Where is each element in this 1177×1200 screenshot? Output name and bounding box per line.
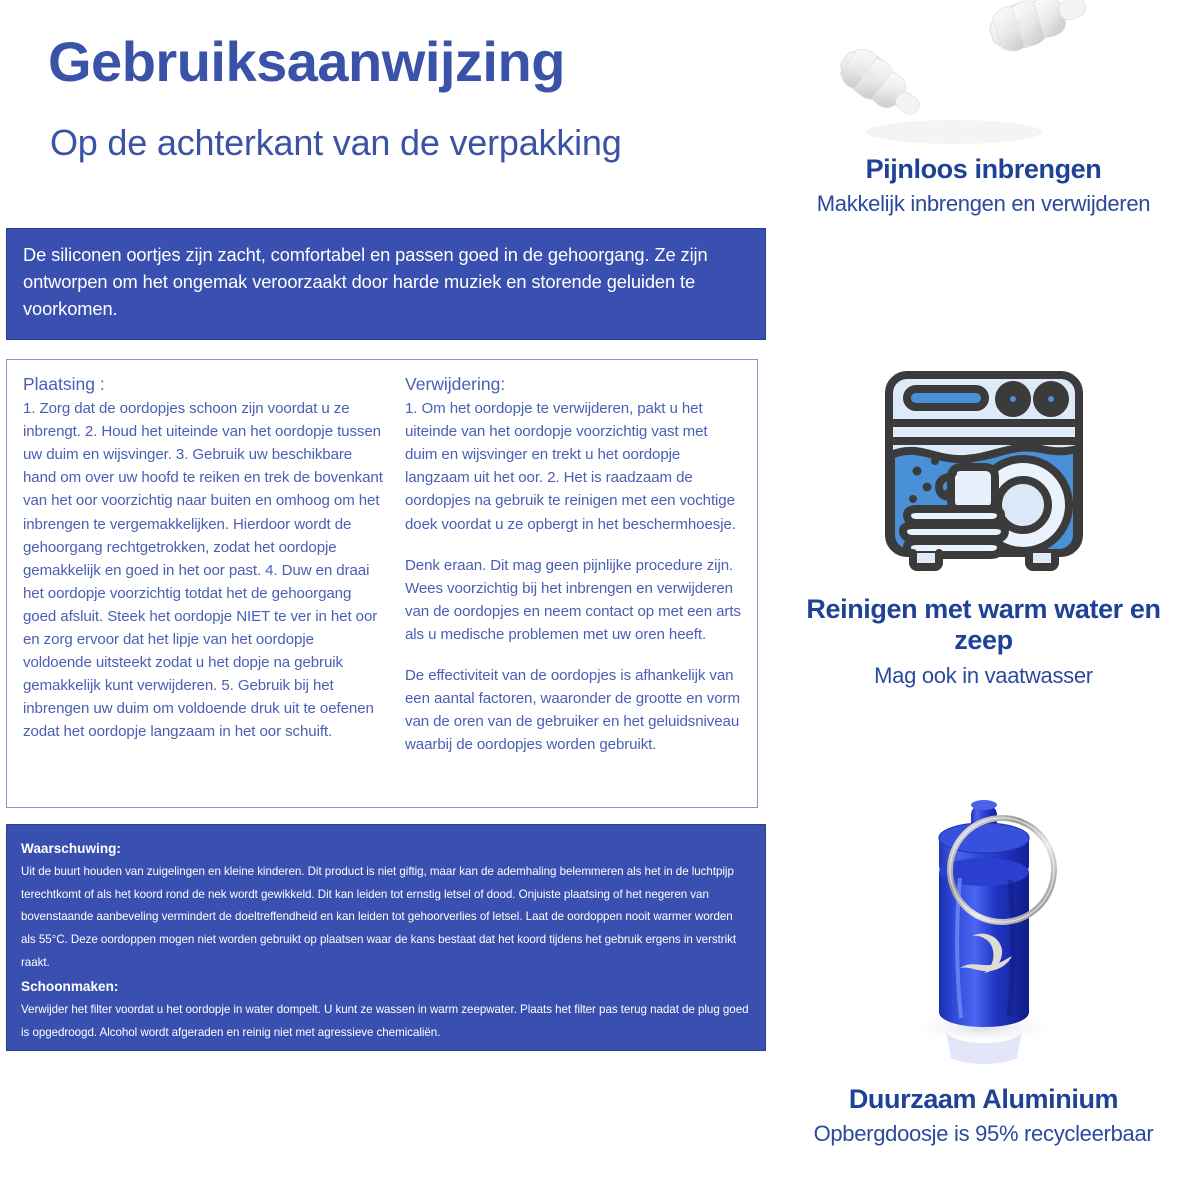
removal-note-pain: Denk eraan. Dit mag geen pijnlijke procedure zijn. Wees voorzichtig bij het inbrengen en verwijderen van de oordopjes en neem contact op met een arts als u medische problemen met uw oren heeft.	[405, 556, 741, 643]
right-feature-column	[790, 0, 1177, 1200]
page-subtitle: Op de achterkant van de verpakking	[50, 122, 622, 163]
aluminium-case-photo-icon	[790, 790, 1177, 1080]
instructions-column-placement	[7, 360, 397, 807]
intro-banner	[6, 228, 766, 340]
cleaning-body: Verwijder het filter voordat u het oordopje in water dompelt. U kunt ze wassen in warm zeepwater. Plaats het filter pas terug nadat de plug goed is opgedroogd. Alcohol wordt afgeraden en reinig niet met agressieve chemicaliën.	[21, 1002, 749, 1039]
feature-clean-warm-water	[790, 350, 1177, 690]
aluminium-case-illustration	[834, 790, 1134, 1080]
cleaning-heading: Schoonmaken:	[21, 978, 119, 994]
feature-description: Opbergdoosje is 95% recycleerbaar	[813, 1121, 1154, 1147]
feature-title: Pijnloos inbrengen	[865, 154, 1102, 184]
placement-body: 1. Zorg dat de oordopjes schoon zijn voordat u ze inbrengt. 2. Houd het uiteinde van het oordopje tussen uw duim en wijsvinger. 3. Gebruik uw beschikbare hand om over uw hoofd te reiken en trek de bovenkant van het oor voorzichtig naar buiten en omhoog om het inbrengen te vergemakkelijken. Hierdoor wordt de gehoorgang rechtgetrokken, zodat het oordopje gemakkelijk en goed in het oor past. 4. Duw en draai het oordopje voorzichtig totdat het de gehoorgang goed afsluit. Steek het oordopje NIET te ver in het oor en zorg ervoor dat het lipje van het oordopje voldoende uitsteekt zodat u het dopje na gebruik gemakkelijk kunt verwijderen. 5. Gebruik bij het inbrengen uw duim om voldoende druk uit te oefenen zodat het oordopje langzaam in het oor schuift.	[23, 400, 383, 741]
feature-description: Makkelijk inbrengen en verwijderen	[816, 191, 1151, 217]
dishwasher-icon	[790, 350, 1177, 590]
feature-title: Duurzaam Aluminium	[848, 1084, 1119, 1114]
feature-durable-aluminium	[790, 790, 1177, 1148]
removal-note-effectiveness: De effectiviteit van de oordopjes is afhankelijk van een aantal factoren, waaronder de grootte en vorm van de oren van de gebruiker en het geluidsniveau waarbij de oordopjes worden gebruikt.	[405, 666, 740, 754]
placement-heading: Plaatsing :	[23, 374, 105, 394]
removal-heading: Verwijdering:	[405, 374, 506, 394]
feature-description: Mag ook in vaatwasser	[874, 662, 1093, 688]
warning-body: Uit de buurt houden van zuigelingen en kleine kinderen. Dit product is niet giftig, maar kan de ademhaling belemmeren als het in de luchtpijp terechtkomt of als het koord rond de nek wordt gewikkeld. Dit kan leiden tot ernstig letsel of dood. Onjuiste plaatsing of het negeren van bovenstaande aanbeveling vermindert de doeltreffendheid en kan leiden tot gehoorverlies of letsel. Laat de oordoppen nooit warmer worden als 55°C. Deze oordoppen mogen niet worden gebruikt op plaatsen waar de kans bestaat dat het koord tijdens het gebruik ergens in verstrikt raakt.	[21, 864, 737, 970]
intro-text: De siliconen oortjes zijn zacht, comfortabel en passen goed in de gehoorgang. Ze zijn ontworpen om het ongemak veroorzaakt door harde muziek en storende geluiden te voorkomen.	[23, 244, 708, 319]
warning-heading: Waarschuwing:	[21, 841, 121, 856]
removal-body: 1. Om het oordopje te verwijderen, pakt u het uiteinde van het oordopje voorzichtig vast met duim en wijsvinger en trekt u het oordopje langzaam uit het oor. 2. Het is raadzaam de oordopjes na gebruik te reinigen met een vochtige doek voordat u ze opbergt in het beschermhoesje.	[405, 400, 736, 533]
page-title: Gebruiksaanwijzing	[48, 30, 565, 93]
instructions-column-removal	[397, 360, 757, 807]
warning-panel	[6, 824, 766, 1051]
feature-title: Reinigen met warm water en zeep	[806, 594, 1161, 656]
dishwasher-illustration	[873, 365, 1095, 575]
earplugs-illustration	[834, 0, 1134, 150]
feature-painless-insertion	[790, 0, 1177, 218]
instructions-panel	[6, 359, 758, 808]
earplugs-photo-icon	[790, 0, 1177, 150]
